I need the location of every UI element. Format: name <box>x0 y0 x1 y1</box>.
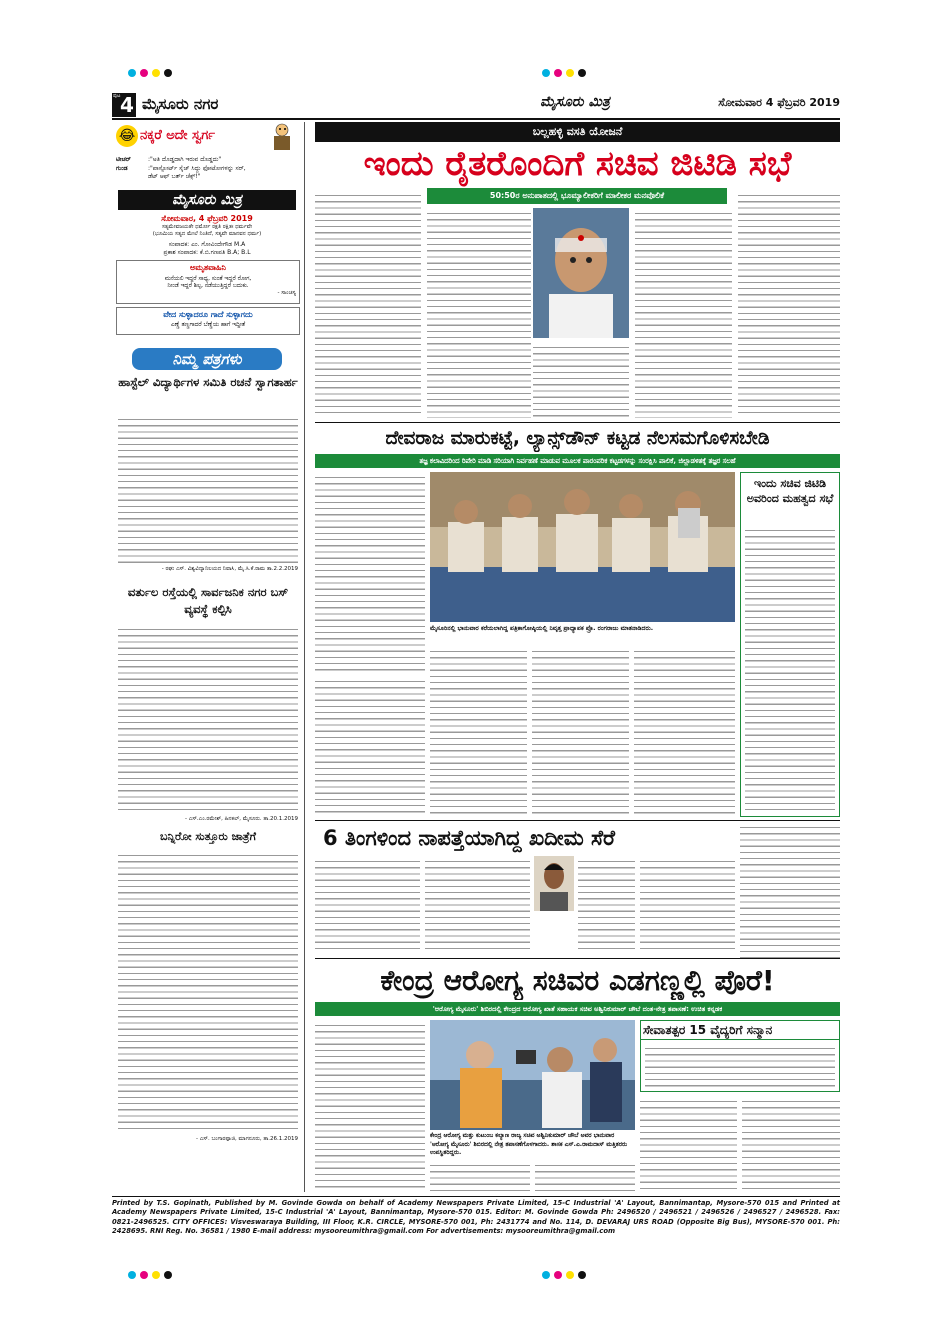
masthead-line2: (ಭೂಮಿಯ ಸತ್ಯದ ಮೇಲೆ ನಿಂತಿದೆ, ಸತ್ಯವೇ ಮಾನವನ ಧರ್ಮ) <box>152 231 262 237</box>
story4-col-2 <box>430 1160 530 1192</box>
publisher-line: ಪ್ರಕಾಶ ಸಂಪಾದಕ: ಕೆ.ಬಿ.ಗಣಪತಿ B.A; B.L <box>163 249 251 256</box>
letter2-sign: - ಎಸ್.ಎಂ.ರಮೇಶ್, ಹಿನಕಲ್, ಮೈಸೂರು. ತಾ.20.1.2019 <box>184 816 298 822</box>
story3-bottom-rule <box>315 958 840 959</box>
story2-col-2 <box>430 646 527 816</box>
story4-col-4 <box>640 1096 737 1192</box>
letter1-sign: - ರಘು ಎಸ್. ವಿಶ್ವವಿದ್ಯಾನಿಲಯದ ನಿವಾಸಿ, ಮೈ.ಸಿ.ಕೆ.ರಾಮ ತಾ.2.2.2019 <box>161 566 298 572</box>
masthead-block <box>118 190 296 210</box>
lead-col-5 <box>738 190 840 418</box>
poem-title: ಬನ್ನಿರೋ ಸುತ್ತೂರು ಜಾತ್ರೆಗೆ <box>160 830 256 843</box>
story4-col-3 <box>535 1160 635 1192</box>
registration-marks-bottom <box>126 1264 174 1283</box>
story4-col-5 <box>742 1096 840 1192</box>
eye-checkup-photo <box>430 1020 635 1130</box>
quote-author: - ಸಾಂಚಸ್ಯ <box>277 290 296 296</box>
meeting-box-continued <box>740 822 840 962</box>
meeting-box <box>740 472 840 817</box>
comic-gunda-line: :"ಪಾಸ್ಪೋರ್ಟ್ ಸೈಜ್ ಸಿದ್ದು ಫೋಟೋಗಳನ್ನು ಸರ್, <box>148 165 246 172</box>
felicitation-box <box>640 1020 840 1092</box>
story4-subhead-bar <box>315 1002 840 1016</box>
quote-title: ಅಮೃತವಾಹಿನಿ <box>190 263 226 272</box>
header-rule <box>112 118 840 120</box>
meeting-box-body <box>745 525 835 810</box>
comic-gunda-line2: ಡೆಟ್ ಆಫ್ ಬರ್ತ್ ಚೆಕ್ಸ್!" <box>148 173 201 180</box>
page-number-box <box>112 93 136 117</box>
comic-box <box>112 122 302 182</box>
lead-headline: ಇಂದು ರೈತರೊಂದಿಗೆ ಸಚಿವ ಜಿಟಿಡಿ ಸಭೆ <box>363 144 792 184</box>
story2-caption: ಮೈಸೂರಿನಲ್ಲಿ ಭಾನುವಾರ ಕರೆಯಲಾಗಿದ್ದ ಪತ್ರಿಕಾಗೋಷ್ಠಿಯಲ್ಲಿ ನಿವೃತ್ತ ಪ್ರಾಧ್ಯಾಪಕ ಪ್ರೊ. ರಂಗರಾಜು ಮಾತನಾಡಿದರು. <box>430 625 654 632</box>
sidebar <box>112 122 305 1192</box>
story2-bottom-rule <box>315 820 840 821</box>
proverb-box <box>116 307 300 335</box>
story3-col-1 <box>315 856 420 952</box>
proverb-title: ವೇದ ಸುಳ್ಳಾದರೂ ಗಾದೆ ಸುಳ್ಳಾಗದು <box>163 310 253 319</box>
story2-col-3 <box>532 646 629 816</box>
story3-col-4 <box>640 856 735 952</box>
story4-subhead: 'ಆರೋಗ್ಯ ಮೈಸೂರು' ಶಿಬಿರದಲ್ಲಿ ಕೇಂದ್ರದ ಆರೋಗ್ಯ ಖಾತೆ ಸಹಾಯಕ ಸಚಿವ ಅಶ್ವಿನಿಕುಮಾರ್ ಚೌಬೆ ದಂತ-ನೇತ್ರ ತಪಾಸಣೆ: ಉಚಿತ ಕನ್ನಡಕ <box>432 1005 723 1013</box>
lead-subhead: 50:50ರ ಅನುಪಾತದಲ್ಲಿ ಭೂಮ್ಯಾಲೀಕರಿಗೆ ಮಾಲೀಕರ ಮನವೊಲಿಕೆ <box>489 191 665 200</box>
editor-line: ಸಂಪಾದಕ: ಎಂ. ಗೋವಿಂದೇಗೌಡ M.A <box>168 241 246 248</box>
felicitation-title: ಸೇವಾತತ್ಪರ 15 ವೈದ್ಯರಿಗೆ ಸನ್ಮಾನ <box>641 1021 839 1040</box>
lead-col-4 <box>635 208 732 418</box>
quote-text2: ನೀಂಡೆ ಇದ್ದರೆ ಶಿಲ್ಪ, ನಡೆಯುತ್ತಿದ್ದರೆ ಬದುಕು. <box>167 283 249 289</box>
footer-imprint: Printed by T.S. Gopinath, Published by M. Govinde Gowda on behalf of Academy Newspapers Private Limited, 15-C Industrial 'A' Layout, Bannimantap, Mysore-570 015 and Printed at Academy Newspapers Private Limited, 15-C Industrial 'A' Layout, Bannimantap, Mysore-570 015. Editor: M. Govinde Gowda Ph: 2496520 / 2496521 / 2496526 / 2496527 / 2496528. Fax: 0821-2496525. CITY OFFICES: Visveswaraya Building, III Floor, K.R. CIRCLE, MYSORE-570 001, Ph: 2431774 and No. 114, D. DEVARAJ URS ROAD (Opposite Big Bus), MYSORE-570 001. Ph: 2428695. RNI Reg. No. 36581 / 1980 E-mail address: mysooreumithra@gmail.com For advertisements: mysooreumithra@gmail.com <box>112 1199 840 1236</box>
cartoon-figure-icon <box>264 122 300 152</box>
portrait-icon <box>533 208 629 338</box>
suspect-photo <box>534 856 574 911</box>
story2-col-1 <box>315 472 425 672</box>
story3-col-2 <box>425 856 530 952</box>
comic-gunda-label: ಗುಂಡ <box>116 165 128 172</box>
story3-headline: 6 ತಿಂಗಳಿಂದ ನಾಪತ್ತೆಯಾಗಿದ್ದ ಖದೀಮ ಸೆರೆ <box>323 826 615 850</box>
masthead-line1: ಸತ್ಯಮೇವಜಯತೇ ಧರ್ಮೋ ರಕ್ಷತಿ ರಕ್ಷಿತಃ ಧರ್ಮವೇ <box>161 224 253 230</box>
registration-marks-bottom-right <box>540 1264 588 1283</box>
lead-col-1 <box>315 190 421 418</box>
quote-text1: ಮನೆಯಲಿ ಇದ್ದರೆ ಸಾಧ್ಯ, ಸುಂತೆ ಇದ್ದರೆ ರೋಗ, <box>164 276 252 282</box>
laughing-face-icon: 😂 <box>116 125 138 147</box>
lead-col-3 <box>533 342 629 418</box>
registration-marks-top-right <box>540 62 588 81</box>
meeting-box-title: ಇಂದು ಸಚಿವ ಜಿಟಿಡಿ ಅವರಿಂದ ಮಹತ್ವದ ಸಭೆ <box>746 477 834 505</box>
lead-bottom-rule <box>315 422 840 423</box>
story4-headline: ಕೇಂದ್ರ ಆರೋಗ್ಯ ಸಚಿವರ ಎಡಗಣ್ಣಲ್ಲಿ ಪೊರೆ! <box>380 964 775 997</box>
minister-photo <box>533 208 629 338</box>
story2-col-1b <box>315 676 425 816</box>
masthead-small: ಮೈಸೂರು ಮಿತ್ರ <box>540 94 610 110</box>
poem-body <box>118 850 298 1130</box>
story2-subhead-bar <box>315 454 840 468</box>
lead-subhead-bar <box>427 188 727 204</box>
portrait-icon-small <box>534 856 574 911</box>
letter2-title: ವರ್ತುಲ ರಸ್ತೆಯಲ್ಲಿ ಸಾರ್ವಜನಿಕ ನಗರ ಬಸ್ ವ್ಯವಸ್ಥೆ ಕಲ್ಪಿಸಿ <box>127 585 289 616</box>
comic-title: ನಕ್ಕರೆ ಅದೇ ಸ್ವರ್ಗ <box>140 128 215 143</box>
letter1-title: ಹಾಸ್ಟೆಲ್ ವಿದ್ಯಾರ್ಥಿಗಳ ಸಮಿತಿ ರಚನೆ ಸ್ವಾಗತಾರ್ಹ <box>118 375 298 389</box>
letter2-body <box>118 624 298 814</box>
masthead-date: ಸೋಮವಾರ, 4 ಫೆಬ್ರವರಿ 2019 <box>161 214 253 223</box>
story3-col-3 <box>578 856 635 952</box>
comic-teacher-label: ಟೀಚರ್ <box>116 156 131 163</box>
quote-box <box>116 260 300 304</box>
poem-sign: - ಎಸ್. ಬಂಗಾರಪ್ಪಾಜಿ, ಮಾಗನೂರು, ತಾ.26.1.2019 <box>196 1136 298 1142</box>
section-name: ಮೈಸೂರು ನಗರ <box>142 95 219 113</box>
header-date: ಸೋಮವಾರ 4 ಫೆಬ್ರವರಿ 2019 <box>718 96 840 109</box>
lead-kicker: ಬಲ್ಲಹಳ್ಳಿ ವಸತಿ ಯೋಜನೆ <box>532 125 623 138</box>
letters-title: ನಿಮ್ಮ ಪತ್ರಗಳು <box>132 348 282 370</box>
story2-headline: ದೇವರಾಜ ಮಾರುಕಟ್ಟೆ, ಲ್ಯಾನ್ಸ್‌ಡೌನ್ ಕಟ್ಟಡ ನೆಲಸಮಗೊಳಿಸಬೇಡಿ <box>385 428 770 449</box>
story2-subhead: ತಜ್ಞ ಕಲಾವಿದರಿಂದ ರಿಪೇರಿ ಮಾಡಿ ಸರಿಯಾಗಿ ನಿರ್ವಹಣೆ ಮಾಡುವ ಮೂಲಕ ಪಾರಂಪರಿಕ ಕಟ್ಟಡಗಳನ್ನು ಸಂರಕ್ಷಿಸಿ ಪಾಲಿಕೆ, ಜಿಲ್ಲಾಡಳಿತಕ್ಕೆ ತಜ್ಞರ ಸಲಹೆ <box>419 457 736 465</box>
press-meet-photo <box>430 472 735 622</box>
proverb-text: ಎಣ್ಣೆ ತಣ್ಣಗಾದರೆ ಬೆಣ್ಣೆಯ ಹಾಗೆ ಇದ್ದೀತೆ <box>170 322 246 328</box>
story4-caption: ಕೇಂದ್ರ ಆರೋಗ್ಯ ಮತ್ತು ಕುಟುಂಬ ಕಲ್ಯಾಣ ರಾಜ್ಯ ಸಚಿವ ಅಶ್ವಿನಿಕುಮಾರ್ ಚೌಬೆ ಅವರ ಭಾನುವಾರ 'ಆರೋಗ್ಯ ಮೈಸೂರು' ಶಿಬಿರದಲ್ಲಿ ನೇತ್ರ ತಪಾಸಣೆಗೊಳಗಾದರು. ಶಾಸಕ ಎಸ್.ಎ.ರಾಮದಾಸ್ ಮತ್ತಿತರರು ಉಪಸ್ಥಿತರಿದ್ದರು. <box>430 1132 628 1156</box>
checkup-photo-icon <box>430 1020 635 1130</box>
story4-col-1 <box>315 1020 425 1192</box>
letters-header <box>132 348 282 370</box>
letter1-body <box>118 414 298 564</box>
page-label: ಪುಟ <box>113 93 121 99</box>
masthead: ಮೈಸೂರು ಮಿತ್ರ <box>172 192 242 208</box>
story2-col-4 <box>634 646 735 816</box>
felicitation-body <box>645 1043 835 1089</box>
footer-rule <box>112 1196 840 1197</box>
lead-kicker-bar <box>315 122 840 142</box>
registration-marks-top <box>126 62 174 81</box>
comic-teacher-line: :"ಅತಿ ದೊಡ್ಡದಾಗಿ ಇರುವ ದೊಡ್ಡದು" <box>148 156 222 163</box>
lead-col-2 <box>427 208 531 418</box>
group-photo-icon <box>430 472 735 622</box>
page-number: 4 <box>120 93 134 117</box>
